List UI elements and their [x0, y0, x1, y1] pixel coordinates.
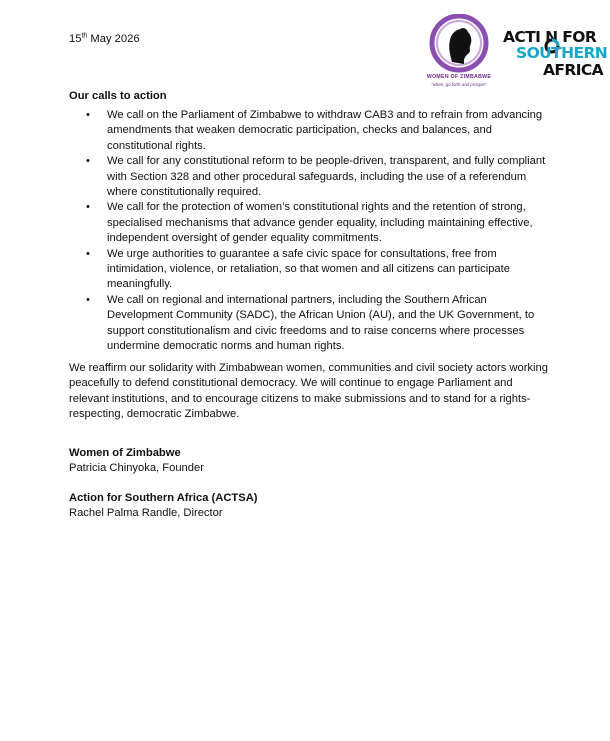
calls-heading: Our calls to action — [69, 90, 167, 102]
signatory-org: Action for Southern Africa (ACTSA) — [69, 492, 258, 504]
signatory-org: Women of Zimbabwe — [69, 447, 181, 459]
bullet-icon: • — [86, 155, 90, 168]
signatory-block — [69, 446, 204, 477]
signatory-person: Rachel Palma Randle, Director — [69, 507, 223, 520]
list-item: • We urge authorities to guarantee a safe civic space for consultations, free from intimidation, violence, or retaliation, so that women and all citizens can participate meaningfully. — [86, 247, 510, 291]
bullet-icon: • — [86, 247, 90, 260]
list-item: • We call for any constitutional reform to be people-driven, transparent, and fully compliant with Section 328 and other procedural safeguards, including the use of a referendum where constitutionally required. — [86, 155, 546, 199]
bullet-icon: • — [86, 201, 90, 214]
women-of-zimbabwe-logo — [420, 14, 498, 94]
woz-logo-tagline: "when, go forth and prosper" — [431, 82, 487, 87]
signatory-person: Patricia Chinyoka, Founder — [69, 462, 204, 475]
list-item: • We call on regional and international partners, including the Southern African Development Community (SADC), the African Union (AU), and the UK Government, to support constitutionalism and civic freedoms and to raise concerns where processes undermine democratic norms and human rights. — [86, 293, 535, 353]
bullet-icon: • — [86, 293, 90, 306]
actsa-logo-line1: ACTI N FOR — [503, 28, 597, 46]
actsa-logo-line3: AFRICA — [543, 61, 604, 79]
list-item: • We call on the Parliament of Zimbabwe to withdraw CAB3 and to refrain from advancing amendments that weaken democratic participation, checks and balances, and constitutional rights. — [86, 109, 543, 152]
actsa-logo-line2: SOUTHERN — [516, 44, 608, 62]
woz-logo-name: WOMEN OF ZIMBABWE — [426, 74, 492, 80]
actsa-logo — [503, 28, 608, 84]
reaffirm-paragraph: We reaffirm our solidarity with Zimbabwean women, communities and civil society actors working peacefully to defend constitutional democracy. We will continue to engage Parliament and relevant institutions, and to encourage citizens to make submissions and to stand for a rights-respecting, democratic Zimbabwe. — [69, 362, 548, 421]
list-item: • We call for the protection of women’s constitutional rights and the retention of strong, specialised mechanisms that advance gender equality, including maintaining effective, independent oversight of gender equality commitments. — [86, 201, 533, 245]
calls-list — [69, 108, 549, 355]
woman-silhouette-icon — [428, 14, 490, 74]
bullet-icon: • — [86, 109, 90, 121]
signatory-block — [69, 491, 258, 522]
letter-date: 15th May 2026 — [69, 32, 140, 45]
